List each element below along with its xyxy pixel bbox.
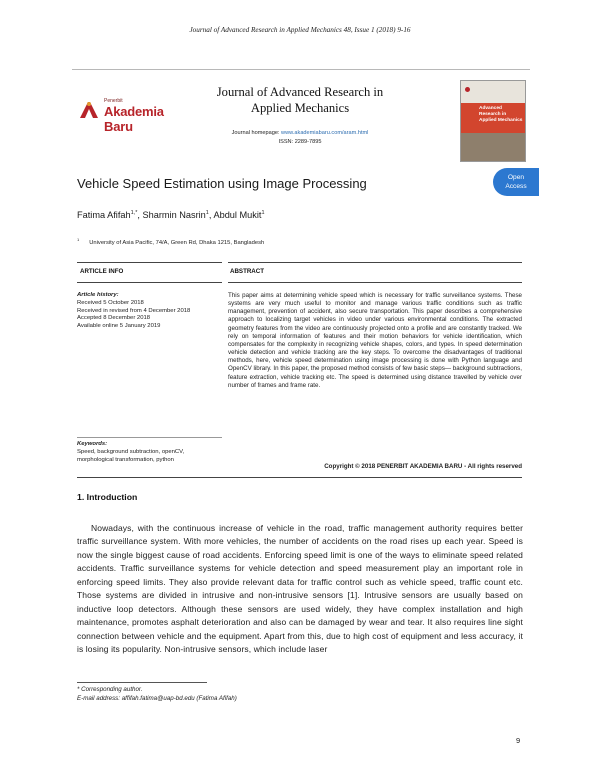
article-info-mid-rule [77,282,222,283]
author-name: Sharmin Nasrin [142,210,206,221]
open-access-badge[interactable] [493,168,539,196]
author-name: Fatima Afifah [77,210,131,221]
keywords-rule [77,437,222,438]
history-item: Received 5 October 2018 [77,299,144,306]
page-number: 9 [516,736,521,745]
journal-cover-image [460,80,526,162]
introduction-paragraph: Nowadays, with the continuous increase of vehicle in the road, traffic management authority requires better traffic surveillance system. With more vehicles, the number of accidents on the road rises up each year. Speed is now the single biggest cause of road accidents. Enforcing speed limit is one of the ways to eliminate speed related accidents. Traffic surveillance systems for vehicle detection and speed measurement play an important role in enforcing speed limits. They also provide relevant data for traffic control such as vehicle speed, traffic count etc. Those systems are divided in intrusive and non-intrusive sensors [1]. Intrusive sensors are usually based on inductive loop detectors. Although these sensors are used widely, they have complex installation and high maintenance, promotes asphalt deterioration and also can be damaged by wear and tear. It also requires line sight connection between vehicle and the equipment. Apart from this, due to high cost of equipment and less accuracy, it is losing its popularity. Non-intrusive sensors, which include laser [77,523,523,655]
open-access-line2: Access [505,183,527,190]
logo-name: Akademia Baru [104,104,164,134]
history-heading: Article history: [77,292,119,298]
keywords-text: Speed, background subtraction, openCV, morphological transformation, python [77,448,185,463]
cover-title: Advanced Research in Applied Mechanics [479,106,523,123]
homepage-label: Journal homepage: [231,130,282,136]
abstract-text: This paper aims at determining vehicle speed which is necessary for traffic surveillance systems. These systems are very much useful to monitor and manage various traffic conditions such as traffic management, prevention of accident, also secure transportation. This paper describes a comprehensive approach to localizing target vehicles in video under various environmental conditions. The extracted geometry features from the video are continuously projected onto a profile and are constantly tracked. We rely on temporal information of features and their motion behaviors for vehicle identification, which compensates for the complexity in recognizing vehicle shapes, colors, and types. In speed determination vehicle detection and vehicle tracking are the key steps. To overcome the disadvantages of traditional methods, here, vehicle speed determination using image processing is done with Python language and OpenCV library. In this paper, the proposed method consists of few basic steps— background subtractions, feature extraction, vehicle tracking etc. The speed is determined using distance travelled by vehicle over number of frames and frame rate. [228,292,522,389]
copyright-notice: Copyright © 2018 PENERBIT AKADEMIA BARU - All rights reserved [324,463,522,470]
affiliation-text: University of Asia Pacific, 74/A, Green Rd, Dhaka 1215, Bangladesh [89,239,265,246]
open-access-line1: Open [507,174,525,181]
publisher-logo [77,92,187,134]
abstract-heading: ABSTRACT [230,268,265,275]
cover-logo-dot [465,87,470,92]
article-info-heading: ARTICLE INFO [80,268,124,275]
author-name: Abdul Mukit [213,210,262,221]
author-affil-sup: 1,* [130,210,138,216]
journal-homepage [200,130,400,136]
history-item: Available online 5 January 2019 [77,323,161,330]
front-matter-bottom-rule [77,477,522,478]
article-history [77,292,217,331]
footnote [77,685,237,703]
author-list: Fatima Afifah$^{1,*}$, Sharmin Nasrin$^1$, Abdul Mukit$^1$ [77,210,265,221]
article-info-top-rule [77,262,222,263]
abstract-mid-rule [228,282,522,283]
affiliation-sup: 1 [77,237,80,242]
author-affil-sup: 1 [261,210,265,216]
issn: ISSN: 2289-7895 [278,139,322,145]
akademia-baru-logo-icon [77,98,101,122]
affiliation [77,237,264,246]
keywords-block [77,441,222,464]
corresponding-author-note: * Corresponding author. [77,686,143,693]
section-heading-introduction: 1. Introduction [77,492,138,502]
email-label: E-mail address: [77,695,122,702]
history-item: Received in revised from 4 December 2018 [77,307,191,314]
history-item: Accepted 8 December 2018 [77,315,151,322]
homepage-link[interactable]: www.akademiabaru.com/aram.html [281,130,369,136]
running-header: Journal of Advanced Research in Applied Mechanics 48, Issue 1 (2018) 9-16 [189,26,411,34]
footnote-divider [77,682,207,683]
paper-title: Vehicle Speed Estimation using Image Processing [77,176,367,191]
email-address[interactable]: affifah.fatima@uap-bd.edu (Fatima Afifah) [121,695,237,702]
logo-subtitle: Penerbit [104,98,123,104]
journal-title: Journal of Advanced Research in Applied Mechanics [216,85,384,115]
author-affil-sup: 1 [205,210,209,216]
abstract-top-rule [228,262,522,263]
header-divider [72,69,530,70]
keywords-heading: Keywords: [77,441,108,447]
